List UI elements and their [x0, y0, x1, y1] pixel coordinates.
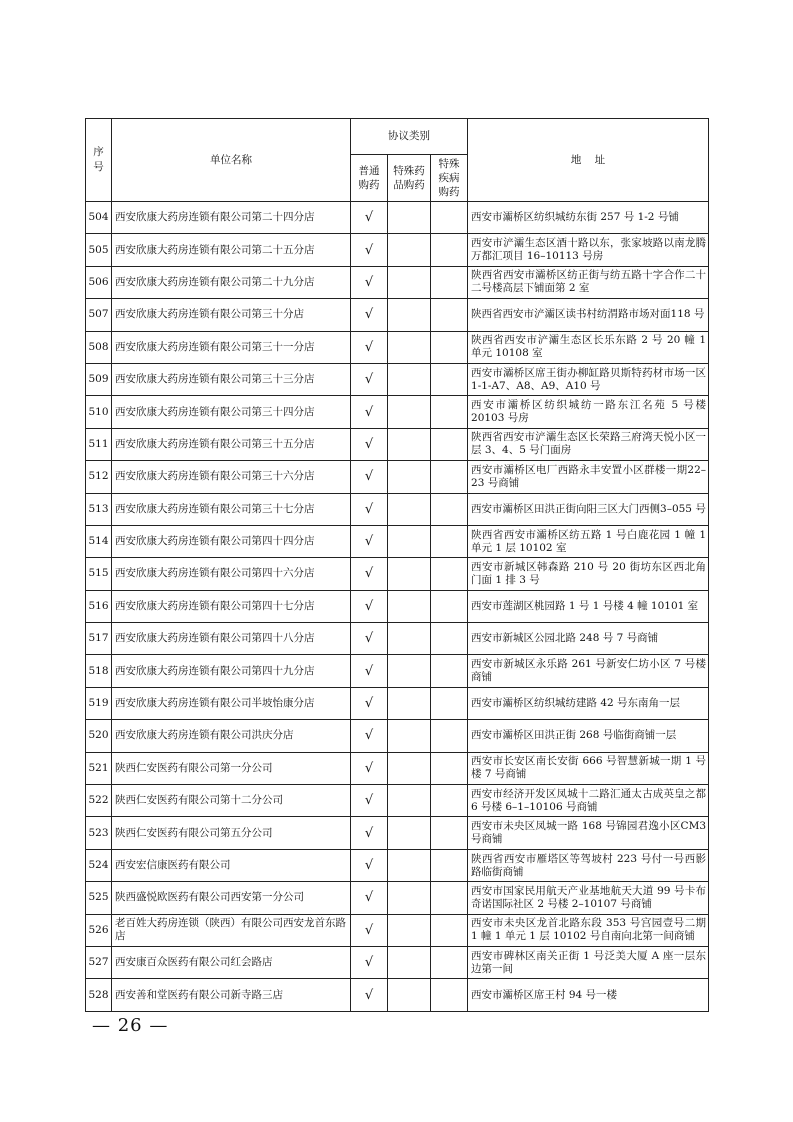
row-unit-name: 西安欣康大药房连锁有限公司第三十分店	[112, 299, 351, 331]
row-check-special-disease	[431, 687, 468, 719]
row-number: 525	[86, 882, 112, 914]
row-unit-name: 西安欣康大药房连锁有限公司第二十四分店	[112, 202, 351, 234]
header-seq: 序号	[86, 119, 112, 202]
row-number: 510	[86, 396, 112, 428]
row-check-general: √	[351, 590, 388, 622]
row-unit-name: 西安欣康大药房连锁有限公司第三十三分店	[112, 363, 351, 395]
row-check-special-disease	[431, 202, 468, 234]
row-check-special-disease	[431, 817, 468, 849]
row-check-general: √	[351, 234, 388, 266]
row-check-general: √	[351, 785, 388, 817]
header-address: 地 址	[468, 119, 709, 202]
table-row	[86, 266, 709, 298]
row-check-special-drug	[388, 785, 431, 817]
row-unit-name: 西安宏信康医药有限公司	[112, 849, 351, 881]
table-body	[86, 202, 709, 1012]
row-address: 西安市新城区永乐路 261 号新安仁坊小区 7 号楼商铺	[468, 655, 709, 687]
row-check-special-disease	[431, 234, 468, 266]
row-address: 西安市国家民用航天产业基地航天大道 99 号卡布奇诺国际社区 2 号楼 2–10107 号商铺	[468, 882, 709, 914]
row-check-special-disease	[431, 655, 468, 687]
table-row	[86, 558, 709, 590]
table-row	[86, 493, 709, 525]
row-number: 515	[86, 558, 112, 590]
row-check-general: √	[351, 363, 388, 395]
row-check-special-disease	[431, 558, 468, 590]
row-number: 518	[86, 655, 112, 687]
table-row	[86, 817, 709, 849]
table-row	[86, 461, 709, 493]
row-check-special-drug	[388, 979, 431, 1011]
row-check-special-drug	[388, 720, 431, 752]
row-check-special-drug	[388, 428, 431, 460]
table-row	[86, 785, 709, 817]
header-unit-name: 单位名称	[112, 119, 351, 202]
row-check-general: √	[351, 299, 388, 331]
row-check-special-drug	[388, 623, 431, 655]
row-address: 陕西省西安市浐灞区读书村纺渭路市场对面118 号	[468, 299, 709, 331]
table-row	[86, 979, 709, 1011]
row-unit-name: 西安康百众医药有限公司红会路店	[112, 946, 351, 978]
row-number: 507	[86, 299, 112, 331]
row-check-general: √	[351, 558, 388, 590]
row-check-special-disease	[431, 299, 468, 331]
row-address: 西安市灞桥区田洪正街向阳三区大门西侧3–055 号	[468, 493, 709, 525]
row-number: 514	[86, 525, 112, 557]
row-check-general: √	[351, 687, 388, 719]
page-number: — 26 —	[92, 1015, 169, 1036]
row-check-special-drug	[388, 558, 431, 590]
row-check-special-drug	[388, 493, 431, 525]
row-address: 陕西省西安市浐灞生态区长乐东路 2 号 20 幢 1 单元 10108 室	[468, 331, 709, 363]
row-number: 516	[86, 590, 112, 622]
row-unit-name: 西安欣康大药房连锁有限公司洪庆分店	[112, 720, 351, 752]
row-number: 519	[86, 687, 112, 719]
row-address: 陕西省西安市雁塔区等驾坡村 223 号付一号西影路临街商铺	[468, 849, 709, 881]
row-check-special-disease	[431, 363, 468, 395]
table-header	[86, 119, 709, 202]
row-unit-name: 陕西盛悦欧医药有限公司西安第一分公司	[112, 882, 351, 914]
row-address: 西安市灞桥区电厂西路永丰安置小区群楼一期22–23 号商铺	[468, 461, 709, 493]
row-check-special-drug	[388, 202, 431, 234]
table-row	[86, 299, 709, 331]
row-number: 508	[86, 331, 112, 363]
row-number: 517	[86, 623, 112, 655]
row-address: 西安市灞桥区纺织城纺一路东江名苑 5 号楼20103 号房	[468, 396, 709, 428]
table-row	[86, 590, 709, 622]
table-row	[86, 849, 709, 881]
row-unit-name: 西安欣康大药房连锁有限公司第三十一分店	[112, 331, 351, 363]
row-check-general: √	[351, 623, 388, 655]
row-number: 522	[86, 785, 112, 817]
row-check-special-disease	[431, 752, 468, 784]
row-address: 陕西省西安市灞桥区纺正街与纺五路十字合作二十二号楼高层下铺面第 2 室	[468, 266, 709, 298]
row-check-special-drug	[388, 849, 431, 881]
row-check-special-drug	[388, 234, 431, 266]
row-unit-name: 西安欣康大药房连锁有限公司半坡怡康分店	[112, 687, 351, 719]
row-address: 西安市长安区南长安街 666 号智慧新城一期 1 号楼 7 号商铺	[468, 752, 709, 784]
row-check-general: √	[351, 461, 388, 493]
row-unit-name: 西安欣康大药房连锁有限公司第三十五分店	[112, 428, 351, 460]
row-address: 西安市灞桥区纺织城纺东街 257 号 1-2 号铺	[468, 202, 709, 234]
row-number: 505	[86, 234, 112, 266]
row-unit-name: 西安欣康大药房连锁有限公司第四十九分店	[112, 655, 351, 687]
row-check-special-drug	[388, 525, 431, 557]
row-number: 511	[86, 428, 112, 460]
table-row	[86, 623, 709, 655]
row-check-special-drug	[388, 914, 431, 946]
row-unit-name: 陕西仁安医药有限公司第一分公司	[112, 752, 351, 784]
row-check-special-drug	[388, 687, 431, 719]
row-number: 509	[86, 363, 112, 395]
row-check-general: √	[351, 655, 388, 687]
table-row	[86, 946, 709, 978]
table-row	[86, 428, 709, 460]
row-number: 526	[86, 914, 112, 946]
row-address: 西安市灞桥区席王村 94 号一楼	[468, 979, 709, 1011]
row-check-special-drug	[388, 331, 431, 363]
row-check-special-drug	[388, 299, 431, 331]
table-row	[86, 202, 709, 234]
row-check-special-disease	[431, 396, 468, 428]
row-number: 520	[86, 720, 112, 752]
row-number: 521	[86, 752, 112, 784]
row-check-special-disease	[431, 331, 468, 363]
row-check-special-disease	[431, 720, 468, 752]
row-address: 西安市碑林区南关正街 1 号泛美大厦 A 座一层东边第一间	[468, 946, 709, 978]
table-row	[86, 331, 709, 363]
row-check-general: √	[351, 914, 388, 946]
row-address: 西安市灞桥区席王街办柳缸路贝斯特药材市场一区 1-1-A7、A8、A9、A10 号	[468, 363, 709, 395]
row-address: 陕西省西安市灞桥区纺五路 1 号白鹿花园 1 幢 1 单元 1 层 10102 室	[468, 525, 709, 557]
row-check-general: √	[351, 396, 388, 428]
row-check-special-disease	[431, 461, 468, 493]
row-unit-name: 西安欣康大药房连锁有限公司第四十六分店	[112, 558, 351, 590]
row-check-special-disease	[431, 882, 468, 914]
row-unit-name: 西安欣康大药房连锁有限公司第四十八分店	[112, 623, 351, 655]
row-unit-name: 陕西仁安医药有限公司第五分公司	[112, 817, 351, 849]
row-check-general: √	[351, 525, 388, 557]
row-check-special-drug	[388, 363, 431, 395]
row-unit-name: 西安欣康大药房连锁有限公司第三十七分店	[112, 493, 351, 525]
row-number: 504	[86, 202, 112, 234]
row-check-special-drug	[388, 655, 431, 687]
header-category-special-drug: 特殊药品购药	[388, 155, 431, 202]
row-check-special-disease	[431, 428, 468, 460]
row-address: 西安市未央区凤城一路 168 号锦园君逸小区CM3 号商铺	[468, 817, 709, 849]
row-check-special-drug	[388, 590, 431, 622]
row-unit-name: 西安欣康大药房连锁有限公司第四十四分店	[112, 525, 351, 557]
header-category-general: 普通购药	[351, 155, 388, 202]
row-check-special-drug	[388, 752, 431, 784]
row-address: 陕西省西安市浐灞生态区长荣路三府湾天悦小区一层 3、4、5 号门面房	[468, 428, 709, 460]
table-row	[86, 396, 709, 428]
row-check-general: √	[351, 266, 388, 298]
row-check-special-drug	[388, 266, 431, 298]
row-check-general: √	[351, 817, 388, 849]
row-unit-name: 西安善和堂医药有限公司新寺路三店	[112, 979, 351, 1011]
table-row	[86, 363, 709, 395]
row-address: 西安市新城区公园北路 248 号 7 号商铺	[468, 623, 709, 655]
table-row	[86, 234, 709, 266]
row-check-special-disease	[431, 785, 468, 817]
row-check-general: √	[351, 946, 388, 978]
row-unit-name: 西安欣康大药房连锁有限公司第三十四分店	[112, 396, 351, 428]
row-check-special-disease	[431, 590, 468, 622]
row-check-special-drug	[388, 817, 431, 849]
row-check-special-disease	[431, 979, 468, 1011]
table-row	[86, 882, 709, 914]
row-check-general: √	[351, 720, 388, 752]
row-check-special-disease	[431, 493, 468, 525]
row-number: 513	[86, 493, 112, 525]
row-check-special-disease	[431, 525, 468, 557]
header-category-special-disease: 特殊疾病购药	[431, 155, 468, 202]
row-check-general: √	[351, 493, 388, 525]
row-check-special-disease	[431, 623, 468, 655]
row-check-general: √	[351, 752, 388, 784]
row-check-general: √	[351, 202, 388, 234]
row-address: 西安市未央区龙首北路东段 353 号宫园壹号二期 1 幢 1 单元 1 层 10102 号自南向北第一间商铺	[468, 914, 709, 946]
row-number: 512	[86, 461, 112, 493]
table-row	[86, 655, 709, 687]
row-check-special-drug	[388, 882, 431, 914]
row-check-general: √	[351, 882, 388, 914]
row-check-special-drug	[388, 396, 431, 428]
row-check-special-disease	[431, 914, 468, 946]
row-check-general: √	[351, 849, 388, 881]
row-unit-name: 西安欣康大药房连锁有限公司第二十五分店	[112, 234, 351, 266]
row-address: 西安市浐灞生态区酒十路以东，张家坡路以南龙腾万都汇项目 16–10113 号房	[468, 234, 709, 266]
header-category: 协议类别	[351, 119, 468, 155]
row-address: 西安市莲湖区桃园路 1 号 1 号楼 4 幢 10101 室	[468, 590, 709, 622]
row-unit-name: 西安欣康大药房连锁有限公司第二十九分店	[112, 266, 351, 298]
table-row	[86, 525, 709, 557]
row-check-special-drug	[388, 946, 431, 978]
row-unit-name: 陕西仁安医药有限公司第十二分公司	[112, 785, 351, 817]
row-number: 523	[86, 817, 112, 849]
row-check-special-disease	[431, 849, 468, 881]
row-check-general: √	[351, 979, 388, 1011]
row-unit-name: 西安欣康大药房连锁有限公司第三十六分店	[112, 461, 351, 493]
row-unit-name: 西安欣康大药房连锁有限公司第四十七分店	[112, 590, 351, 622]
row-number: 528	[86, 979, 112, 1011]
row-number: 524	[86, 849, 112, 881]
row-address: 西安市经济开发区凤城十二路汇通太古成英皇之都 6 号楼 6–1–10106 号商铺	[468, 785, 709, 817]
table-row	[86, 720, 709, 752]
row-address: 西安市新城区韩森路 210 号 20 街坊东区西北角门面 1 排 3 号	[468, 558, 709, 590]
row-number: 506	[86, 266, 112, 298]
row-unit-name: 老百姓大药房连锁（陕西）有限公司西安龙首东路店	[112, 914, 351, 946]
row-check-special-disease	[431, 946, 468, 978]
row-check-special-disease	[431, 266, 468, 298]
table-row	[86, 752, 709, 784]
row-check-special-drug	[388, 461, 431, 493]
pharmacy-table	[85, 118, 709, 1012]
table-row	[86, 914, 709, 946]
row-check-general: √	[351, 331, 388, 363]
row-check-general: √	[351, 428, 388, 460]
row-address: 西安市灞桥区田洪正街 268 号临街商铺一层	[468, 720, 709, 752]
table-row	[86, 687, 709, 719]
row-address: 西安市灞桥区纺织城纺建路 42 号东南角一层	[468, 687, 709, 719]
row-number: 527	[86, 946, 112, 978]
